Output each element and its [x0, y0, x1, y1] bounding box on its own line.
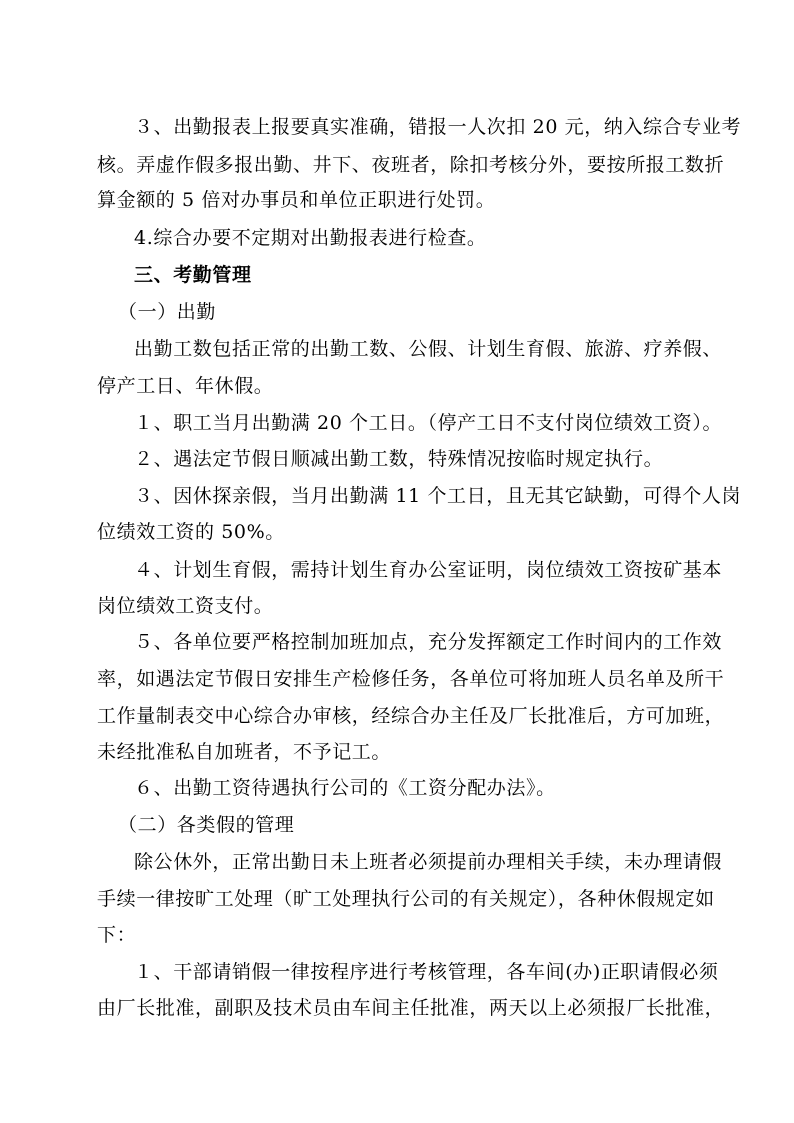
text-line-13: ４、计划生育假，需持计划生育办公室证明，岗位绩效工资按矿基本	[134, 559, 723, 581]
text-line-12: 位绩效工资的 50%。	[97, 521, 285, 543]
text-line-22: 手续一律按旷工处理（旷工处理执行公司的有关规定），各种休假规定如	[97, 888, 715, 910]
text-line-1: ３、出勤报表上报要真实准确，错报一人次扣 20 元，纳入综合专业考	[134, 116, 742, 138]
text-line-8: 停产工日、年休假。	[97, 375, 274, 397]
text-line-15: ５、各单位要严格控制加班加点，充分发挥额定工作时间内的工作效	[134, 631, 723, 653]
text-line-17: 工作量制表交中心综合办审核，经综合办主任及厂长批准后，方可加班，	[97, 705, 725, 727]
text-line-10: ２、遇法定节假日顺减出勤工数，特殊情况按临时规定执行。	[134, 448, 664, 470]
text-line-19: ６、出勤工资待遇执行公司的《工资分配办法》。	[134, 777, 556, 799]
text-line-21: 除公休外，正常出勤日未上班者必须提前办理相关手续，未办理请假	[134, 851, 723, 873]
subheading-leave-management: （二）各类假的管理	[118, 814, 295, 836]
text-line-4: 4.综合办要不定期对出勤报表进行检查。	[134, 227, 487, 249]
text-line-3: 算金额的 5 倍对办事员和单位正职进行处罚。	[97, 189, 496, 211]
section-heading-attendance: 三、考勤管理	[134, 264, 252, 286]
text-line-16: 率，如遇法定节假日安排生产检修任务，各单位可将加班人员名单及所干	[97, 668, 725, 690]
text-line-23: 下：	[97, 924, 137, 946]
text-line-2: 核。弄虚作假多报出勤、井下、夜班者，除扣考核分外，要按所报工数折	[97, 154, 725, 176]
text-line-24: １、干部请销假一律按程序进行考核管理，各车间(办)正职请假必须	[134, 961, 719, 983]
text-line-9: １、职工当月出勤满 20 个工日。（停产工日不支付岗位绩效工资）。	[134, 412, 723, 434]
text-line-11: ３、因休探亲假，当月出勤满 11 个工日，且无其它缺勤，可得个人岗	[134, 485, 742, 507]
text-line-25: 由厂长批准，副职及技术员由车间主任批准，两天以上必须报厂长批准，	[97, 997, 725, 1019]
subheading-attendance: （一）出勤	[118, 301, 217, 323]
text-line-7: 出勤工数包括正常的出勤工数、公假、计划生育假、旅游、疗养假、	[134, 338, 723, 360]
text-line-14: 岗位绩效工资支付。	[97, 595, 274, 617]
text-line-18: 未经批准私自加班者，不予记工。	[97, 741, 392, 763]
